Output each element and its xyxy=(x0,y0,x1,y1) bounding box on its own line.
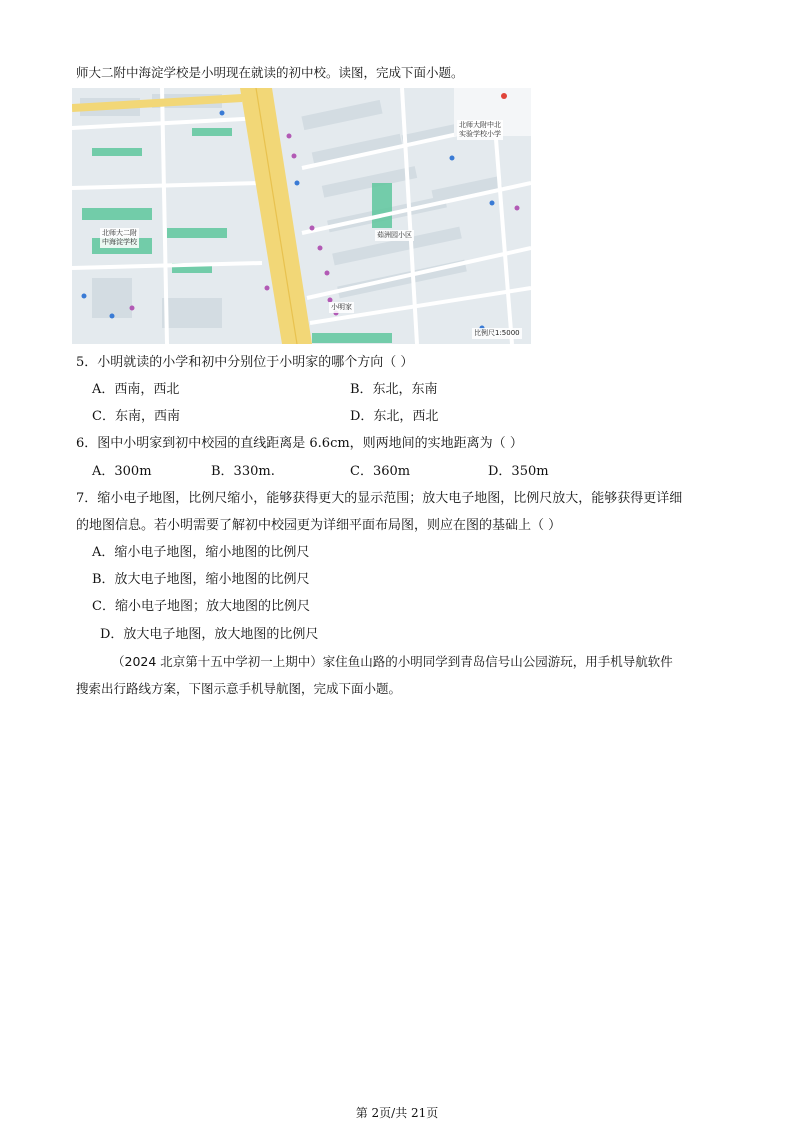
q7-option-b: B．放大电子地图，缩小地图的比例尺 xyxy=(92,572,310,587)
q6-option-a: A．300m xyxy=(92,464,152,479)
q5-option-a: A．西南，西北 xyxy=(92,382,180,397)
map-label-school: 北师大二附 中海淀学校 xyxy=(102,229,137,246)
q5-option-c: C．东南，西南 xyxy=(92,409,180,424)
q7-option-c: C．缩小电子地图；放大地图的比例尺 xyxy=(92,599,310,614)
q5-option-d: D．东北，西北 xyxy=(350,409,439,424)
q6-option-d: D．350m xyxy=(488,464,549,479)
electronic-map xyxy=(72,88,531,344)
q6-option-b: B．330m. xyxy=(211,464,275,479)
question-7-stem-line2: 的地图信息。若小明需要了解初中校园更为详细平面布局图，则应在图的基础上（ ） xyxy=(76,518,562,533)
question-6-stem: 6．图中小明家到初中校园的直线距离是 6.6cm，则两地间的实地距离为（ ） xyxy=(76,436,523,451)
question-7-stem-line1: 7．缩小电子地图，比例尺缩小，能够获得更大的显示范围；放大电子地图，比例尺放大，能够获得更详细 xyxy=(76,491,683,506)
q7-option-a: A．缩小电子地图，缩小地图的比例尺 xyxy=(92,545,310,560)
map-label-home: 小明家 xyxy=(331,303,352,311)
next-intro-line1: （2024 北京第十五中学初一上期中）家住鱼山路的小明同学到青岛信号山公园游玩，用手机导航软件 xyxy=(112,654,673,669)
page-footer: 第 2页/共 21页 xyxy=(355,1106,439,1120)
question-5-stem: 5．小明就读的小学和初中分别位于小明家的哪个方向（ ） xyxy=(76,355,414,370)
map-label-community: 茹洲园小区 xyxy=(377,231,412,239)
map-scale: 比例尺1:5000 xyxy=(474,329,520,337)
intro-text: 师大二附中海淀学校是小明现在就读的初中校。读图，完成下面小题。 xyxy=(76,65,464,80)
q7-option-d: D．放大电子地图，放大地图的比例尺 xyxy=(100,627,319,642)
q5-option-b: B．东北，东南 xyxy=(350,382,438,397)
q6-option-c: C．360m xyxy=(350,464,411,479)
map-label-primary: 北师大附中北 实验学校小学 xyxy=(459,121,501,138)
next-intro-line2: 搜索出行路线方案，下图示意手机导航图，完成下面小题。 xyxy=(76,681,402,696)
